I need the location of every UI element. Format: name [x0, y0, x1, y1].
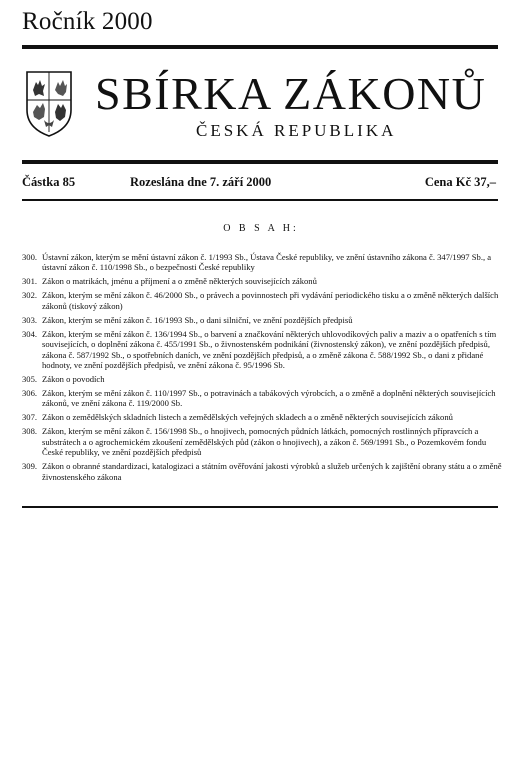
issue-price: Cena Kč 37,–	[424, 175, 496, 189]
contents-entry	[22, 388, 502, 409]
contents-heading: O B S A H:	[223, 223, 299, 234]
entry-number: 301.	[22, 276, 38, 287]
top-rule	[22, 45, 498, 49]
header-rule	[22, 160, 498, 164]
entry-number: 307.	[22, 412, 38, 423]
entry-text: Zákon o obranné standardizaci, katalogizaci a státním ověřování jakosti výrobků a služeb určených k zajištění obrany státu a o změně živnostenského zákona	[42, 461, 502, 482]
entry-number: 308.	[22, 426, 38, 437]
contents-entry	[22, 461, 502, 482]
entry-number: 303.	[22, 314, 38, 325]
entry-number: 309.	[22, 461, 38, 472]
contents-entry	[22, 412, 502, 422]
contents-entry	[22, 276, 502, 286]
state-emblem-icon	[24, 70, 74, 138]
contents-entry	[22, 329, 502, 371]
entry-number: 300.	[22, 252, 38, 262]
info-rule	[22, 199, 498, 201]
entry-number: 302.	[22, 290, 38, 301]
issue-distributed-date: Rozeslána dne 7. září 2000	[130, 175, 272, 189]
contents-end-rule	[22, 506, 498, 508]
entry-number: 305.	[22, 374, 38, 385]
entry-text: Zákon, kterým se mění zákon č. 16/1993 Sb., o dani silniční, ve znění pozdějších předpisů	[42, 314, 353, 325]
year-label: Ročník 2000	[22, 8, 153, 35]
entry-text: Zákon o zemědělských skladních listech a zemědělských veřejných skladech a o změně některých souvisejících zákonů	[42, 412, 453, 423]
entry-text: Zákon, kterým se mění zákon č. 136/1994 Sb., o barvení a značkování některých uhlovodíkových paliv a maziv a o opatřeních s tím souvisejících, o doplnění zákona č. 455/1991 Sb., o živnostenském podnikání (živnostenský zákon), ve znění pozdějších předpisů, zákona č. 587/1992 Sb., o spotřebních daních, ve znění pozdějších předpisů, a o změně zákona č. 588/1992 Sb., o dani z přidané hodnoty, ve znění pozdějších předpisů, ve znění zákona č. 95/1996 Sb.	[42, 328, 497, 371]
contents-entry	[22, 315, 502, 325]
entry-text: Ústavní zákon, kterým se mění ústavní zákon č. 1/1993 Sb., Ústava České republiky, ve znění ústavního zákona č. 347/1997 Sb., a ústavní zákon č. 110/1998 Sb., o bezpečnosti České republiky	[42, 252, 492, 273]
collection-title: SBÍRKA ZÁKONŮ	[95, 68, 487, 119]
entry-text: Zákon, kterým se mění zákon č. 46/2000 Sb., o právech a povinnostech při vydávání periodického tisku a o změně některých dalších zákonů (tiskový zákon)	[42, 290, 499, 311]
contents-list	[22, 252, 502, 486]
contents-entry	[22, 252, 502, 273]
entry-text: Zákon, kterým se mění zákon č. 110/1997 Sb., o potravinách a tabákových výrobcích, a o změně a doplnění některých souvisejících zákonů, ve znění zákona č. 119/2000 Sb.	[42, 388, 496, 409]
entry-number: 304.	[22, 328, 38, 339]
country-subtitle: ČESKÁ REPUBLIKA	[196, 121, 397, 140]
issue-part: Částka 85	[22, 175, 76, 189]
entry-text: Zákon, kterým se mění zákon č. 156/1998 Sb., o hnojivech, pomocných půdních látkách, pomocných rostlinných přípravcích a substrátech a o agrochemickém zkoušení zemědělských půd (zákon o hnojivech), a zákon č. 569/1991 Sb., o Pozemkovém fondu České republiky, ve znění pozdějších předpisů	[42, 426, 487, 458]
contents-entry	[22, 374, 502, 384]
entry-number: 306.	[22, 388, 38, 399]
entry-text: Zákon o matrikách, jménu a příjmení a o změně některých souvisejících zákonů	[42, 276, 317, 287]
entry-text: Zákon o povodích	[42, 374, 105, 385]
contents-entry	[22, 426, 502, 457]
contents-entry	[22, 290, 502, 311]
